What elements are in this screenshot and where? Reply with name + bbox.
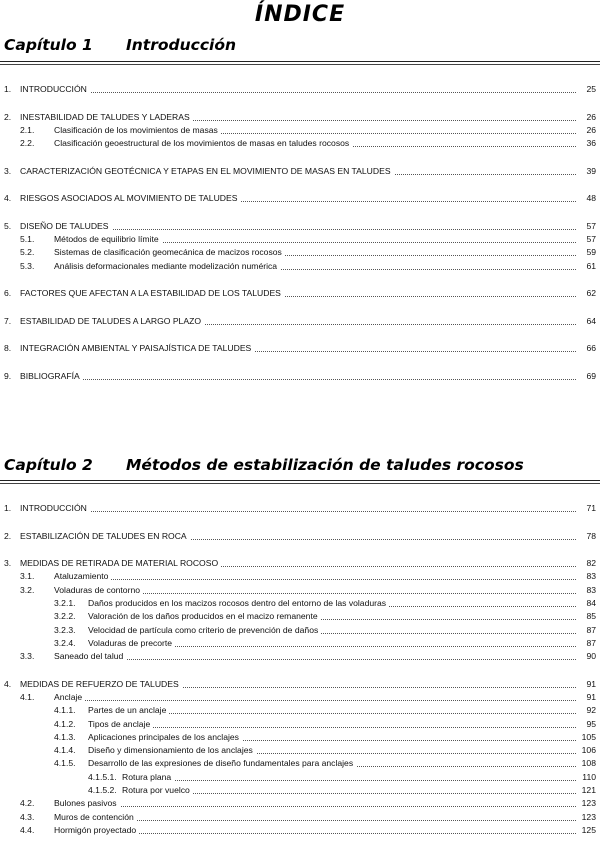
toc-dot-leader [88,727,576,728]
toc-dot-leader [20,92,576,93]
toc-entry-title: Diseño y dimensionamiento de los anclajes [88,745,256,756]
toc-entry [0,571,600,582]
toc-entry-page: 108 [579,758,596,769]
toc-entry [0,692,600,703]
toc-entry-number: 5. [4,220,12,231]
toc-entry-title: RIESGOS ASOCIADOS AL MOVIMIENTO DE TALUDES [20,193,240,204]
toc-entry-title: Velocidad de partícula como criterio de prevención de daños [88,625,321,636]
toc-entry [0,84,600,95]
toc-entry-number: 3.2.3. [54,624,76,635]
toc-entry-title: INTEGRACIÓN AMBIENTAL Y PAISAJÍSTICA DE TALUDES [20,343,254,354]
toc-entry-page: 125 [579,825,596,836]
toc-entry-title: Daños producidos en los macizos rocosos dentro del entorno de las voladuras [88,598,389,609]
toc-entry-title: Clasificación de los movimientos de masas [54,125,221,136]
toc-entry-number: 8. [4,343,12,353]
toc-entry-title: Sistemas de clasificación geomecánica de macizos rocosos [54,247,285,258]
toc-entry-number: 4. [4,193,12,204]
toc-dot-leader [122,780,576,781]
toc-entry [0,166,600,177]
toc-entry [0,193,600,204]
toc-entry-number: 7. [4,315,12,326]
toc-entry-title: Bulones pasivos [54,798,120,809]
toc-entry-number: 9. [4,370,12,381]
toc-entry [0,798,600,809]
toc-entry-number: 3.3. [20,651,35,662]
toc-entry-title: INESTABILIDAD DE TALUDES Y LADERAS [20,112,193,123]
toc-entry-title: BIBLIOGRAFÍA [20,371,83,382]
toc-entry-page: 87 [583,625,596,636]
toc-entry-page: 71 [583,503,596,514]
toc-entry [0,531,600,542]
toc-dot-leader [54,659,576,660]
toc-entry-title: Rotura plana [122,772,174,783]
toc-entry-page: 91 [583,679,596,690]
toc-entry [0,288,600,299]
toc-entry [0,785,600,796]
chapter-1-rule [0,61,600,65]
toc-entry-page: 26 [583,112,596,123]
toc-entry-number: 3. [4,558,12,568]
toc-entry-title: Partes de un anclaje [88,705,169,716]
chapter-2-label: Capítulo 2 [4,456,93,474]
toc-entry-page: 39 [583,166,596,177]
toc-entry-page: 66 [583,343,596,354]
toc-entry-page: 95 [583,719,596,730]
toc-entry [0,234,600,245]
toc-entry-number: 2.2. [20,138,35,149]
toc-entry-title: Rotura por vuelco [122,785,193,796]
toc-entry-number: 4.2. [20,798,35,809]
toc-entry-title: DISEÑO DE TALUDES [20,221,112,232]
toc-entry [0,503,600,514]
toc-entry-number: 3.2.4. [54,637,76,648]
toc-dot-leader [54,806,576,807]
toc-entry-title: INTRODUCCIÓN [20,84,90,95]
toc-entry-page: 87 [583,638,596,649]
toc-entry-number: 3.1. [20,571,35,582]
toc-entry [0,343,600,354]
toc-entry [0,705,600,716]
toc-entry-number: 4. [4,678,12,689]
toc-entry-number: 3.2. [20,584,35,595]
toc-entry-page: 59 [583,247,596,258]
toc-entry-title: Anclaje [54,692,85,703]
toc-entry [0,719,600,730]
toc-entry-page: 57 [583,234,596,245]
toc-entry-page: 123 [579,798,596,809]
toc-entry-number: 6. [4,288,12,298]
toc-entry-number: 2.1. [20,124,35,135]
toc-entry [0,261,600,272]
toc-entry-title: Hormigón proyectado [54,825,139,836]
toc-entry-number: 4.1.5.2. [88,785,117,795]
toc-entry [0,772,600,783]
toc-entry-title: MEDIDAS DE REFUERZO DE TALUDES [20,679,182,690]
toc-entry-title: Métodos de equilibrio límite [54,234,162,245]
toc-entry-number: 4.1.1. [54,705,76,716]
toc-entry-page: 83 [583,571,596,582]
chapter-1-heading [4,36,237,54]
toc-entry-title: INTRODUCCIÓN [20,503,90,514]
toc-entry [0,638,600,649]
toc-entry [0,125,600,136]
toc-entry-number: 4.3. [20,811,35,822]
toc-entry [0,221,600,232]
toc-entry [0,745,600,756]
chapter-2-heading [4,456,524,474]
toc-dot-leader [54,579,576,580]
toc-entry [0,611,600,622]
toc-entry-title: Voladuras de contorno [54,585,143,596]
toc-entry-title: Valoración de los daños producidos en el macizo remanente [88,611,321,622]
toc-entry-number: 4.1.5.1. [88,771,117,782]
toc-entry [0,371,600,382]
toc-entry-page: 78 [583,531,596,542]
chapter-1-name: Introducción [126,36,237,54]
toc-dot-leader [20,511,576,512]
toc-entry-title: Voladuras de precorte [88,638,175,649]
toc-entry [0,138,600,149]
toc-entry-page: 110 [579,772,596,783]
toc-entry-title: ESTABILIDAD DE TALUDES A LARGO PLAZO [20,316,204,327]
chapter-2-name: Métodos de estabilización de taludes rocosos [126,456,524,474]
toc-entry-page: 91 [583,692,596,703]
toc-entry-page: 82 [583,558,596,569]
toc-entry-title: Clasificación geoestructural de los movimientos de masas en taludes rocosos [54,138,352,149]
toc-entry-page: 84 [583,598,596,609]
toc-entry [0,825,600,836]
toc-entry [0,112,600,123]
toc-entry-page: 25 [583,84,596,95]
toc-entry [0,316,600,327]
toc-entry-page: 106 [579,745,596,756]
toc-entry-number: 4.1.2. [54,718,76,729]
toc-entry-number: 4.1.5. [54,758,76,769]
toc-entry-title: Desarrollo de las expresiones de diseño fundamentales para anclajes [88,758,356,769]
toc-entry-page: 123 [579,812,596,823]
toc-entry-title: FACTORES QUE AFECTAN A LA ESTABILIDAD DE LOS TALUDES [20,288,284,299]
toc-entry-title: ESTABILIZACIÓN DE TALUDES EN ROCA [20,531,190,542]
toc-entry [0,585,600,596]
toc-entry-number: 4.1.3. [54,731,76,742]
chapter-2-rule [0,480,600,484]
toc-entry [0,247,600,258]
toc-entry [0,679,600,690]
page-title: ÍNDICE [254,2,346,27]
toc-dot-leader [20,379,576,380]
toc-entry-page: 85 [583,611,596,622]
toc-entry-page: 61 [583,261,596,272]
toc-entry-page: 57 [583,221,596,232]
toc-dot-leader [54,700,576,701]
toc-entry-page: 26 [583,125,596,136]
toc-entry-number: 4.4. [20,824,35,835]
toc-entry-number: 3.2.1. [54,597,76,608]
toc-entry-number: 4.1. [20,691,35,702]
toc-entry-number: 5.3. [20,260,35,271]
toc-entry-number: 2. [4,530,12,541]
toc-entry [0,758,600,769]
toc-entry [0,598,600,609]
toc-entry [0,558,600,569]
toc-entry-title: Ataluzamiento [54,571,111,582]
toc-entry-number: 1. [4,84,12,94]
toc-entry-title: Muros de contención [54,812,137,823]
toc-entry-title: Saneado del talud [54,651,126,662]
toc-entry-title: Aplicaciones principales de los anclajes [88,732,242,743]
toc-entry-title: Tipos de anclaje [88,719,153,730]
toc-entry-page: 62 [583,288,596,299]
toc-entry-number: 1. [4,503,12,513]
toc-entry-number: 3.2.2. [54,611,76,622]
toc-entry-number: 5.2. [20,247,35,258]
toc-entry-number: 5.1. [20,233,35,244]
toc-entry-number: 4.1.4. [54,745,76,756]
toc-entry-number: 3. [4,165,12,176]
toc-entry-title: Análisis deformacionales mediante modelización numérica [54,261,280,272]
toc-entry [0,732,600,743]
toc-entry-page: 64 [583,316,596,327]
toc-entry-page: 105 [579,732,596,743]
toc-entry [0,651,600,662]
toc-entry-page: 48 [583,193,596,204]
toc-entry-page: 69 [583,371,596,382]
toc-entry-page: 36 [583,138,596,149]
toc-entry [0,625,600,636]
toc-entry-page: 121 [579,785,596,796]
toc-entry-page: 83 [583,585,596,596]
chapter-1-label: Capítulo 1 [4,36,93,54]
toc-entry-title: CARACTERIZACIÓN GEOTÉCNICA Y ETAPAS EN EL MOVIMIENTO DE MASAS EN TALUDES [20,166,394,177]
toc-entry [0,812,600,823]
toc-entry-page: 90 [583,651,596,662]
toc-entry-title: MEDIDAS DE RETIRADA DE MATERIAL ROCOSO [20,558,221,569]
toc-entry-number: 2. [4,111,12,122]
toc-entry-page: 92 [583,705,596,716]
